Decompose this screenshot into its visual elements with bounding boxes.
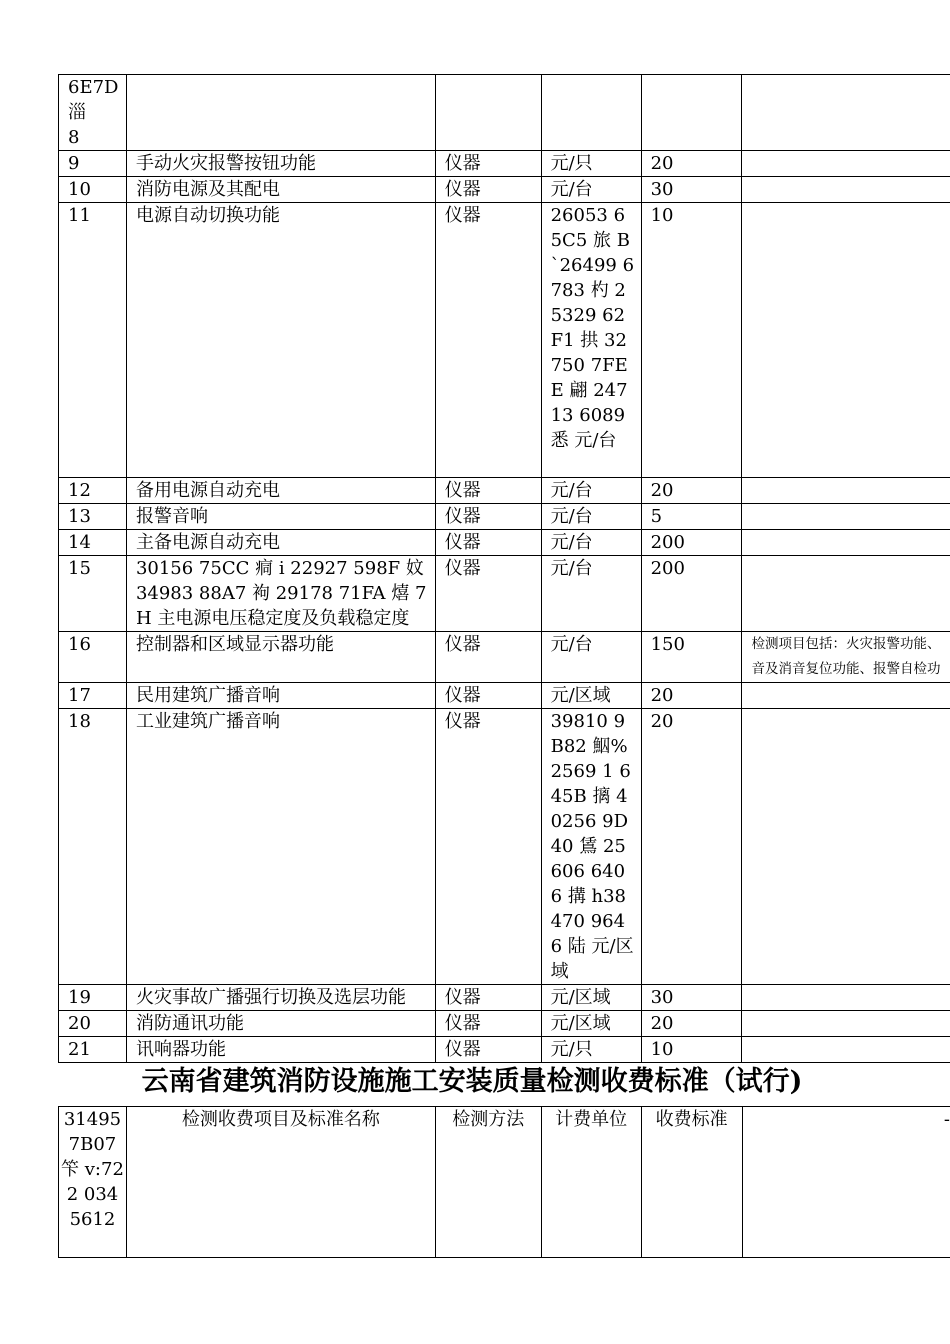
cell-method: 仪器 [435,177,541,203]
cell-item: 火灾事故广播强行切换及选层功能 [126,985,435,1011]
fee-table-continued [58,74,950,1063]
table-row [59,709,950,985]
cell-method: 仪器 [435,478,541,504]
cell-unit: 元/台 [541,478,641,504]
cell-unit: 元/区域 [541,683,641,709]
cell-fee: 200 [641,556,742,632]
cell-no: 15 [59,556,127,632]
cell-item: 主备电源自动充电 [126,530,435,556]
table-row [59,151,950,177]
cell-no: 12 [59,478,127,504]
cell-no: 21 [59,1037,127,1063]
table-row [59,1037,950,1063]
cell-unit: 元/台 [541,504,641,530]
cell-unit: 元/区域 [541,985,641,1011]
cell-unit: 元/台 [541,530,641,556]
cell-fee: 20 [641,478,742,504]
cell-item: 工业建筑广播音响 [126,709,435,985]
cell-fee: 10 [641,1037,742,1063]
table-row [59,683,950,709]
fee-table-header [58,1106,950,1258]
table-row [59,177,950,203]
cell-fee: 20 [641,1011,742,1037]
table-row [59,632,950,683]
cell-method: 仪器 [435,1011,541,1037]
header-row [59,1107,950,1258]
cell-unit: 26053 65C5 旅 B`26499 6783 杓 25329 62F1 拱 32750 7FEE 翩 24713 6089 悉 元/台 [541,203,641,478]
cell-item: 消防电源及其配电 [126,177,435,203]
header-no: 31495 7B07 笇 v:722 034 5612 [59,1107,127,1258]
cell-method: 仪器 [435,632,541,683]
cell-note: 检测项目包括：火灾报警功能、 音及消音复位功能、报警自检功 [742,632,950,683]
cell-fee: 20 [641,683,742,709]
cell-method: 仪器 [435,985,541,1011]
cell-item: 民用建筑广播音响 [126,683,435,709]
cell-note [742,75,950,151]
table-row [59,478,950,504]
cell-no: 17 [59,683,127,709]
cell-note [742,151,950,177]
header-note: - [742,1107,950,1258]
cell-note [742,1037,950,1063]
page-title: 云南省建筑消防设施施工安装质量检测收费标准（试行) [141,1066,803,1097]
cell-note [742,504,950,530]
cell-unit: 元/只 [541,151,641,177]
cell-unit: 元/台 [541,177,641,203]
cell-no: 18 [59,709,127,985]
cell-fee: 20 [641,151,742,177]
cell-fee: 30 [641,985,742,1011]
cell-item: 备用电源自动充电 [126,478,435,504]
cell-no: 10 [59,177,127,203]
cell-method: 仪器 [435,151,541,177]
header-fee: 收费标准 [641,1107,742,1258]
cell-no: 16 [59,632,127,683]
cell-note [742,1011,950,1037]
cell-no: 20 [59,1011,127,1037]
header-unit: 计费单位 [541,1107,641,1258]
cell-unit: 元/只 [541,1037,641,1063]
table-row [59,985,950,1011]
cell-method: 仪器 [435,530,541,556]
cell-item: 报警音响 [126,504,435,530]
cell-fee [641,75,742,151]
cell-method: 仪器 [435,203,541,478]
cell-method: 仪器 [435,556,541,632]
cell-no: 19 [59,985,127,1011]
cell-note [742,203,950,478]
cell-unit [541,75,641,151]
cell-note [742,530,950,556]
cell-fee: 150 [641,632,742,683]
cell-unit: 元/台 [541,556,641,632]
cell-item: 讯响器功能 [126,1037,435,1063]
cell-method [435,75,541,151]
table-row [59,530,950,556]
cell-method: 仪器 [435,504,541,530]
header-method: 检测方法 [435,1107,541,1258]
cell-item: 控制器和区域显示器功能 [126,632,435,683]
cell-unit: 元/区域 [541,1011,641,1037]
cell-unit: 39810 9B82 鮂%2569 1 645B 摛 40256 9D40 鵀 25606 6406 搆 h38470 9646 陆 元/区域 [541,709,641,985]
cell-item: 消防通讯功能 [126,1011,435,1037]
cell-item: 电源自动切换功能 [126,203,435,478]
cell-fee: 10 [641,203,742,478]
cell-no: 6E7D 淄 8 [59,75,127,151]
cell-item: 30156 75CC 痌 i 22927 598F 妏 34983 88A7 袧 29178 71FA 熺 7H 主电源电压稳定度及负载稳定度 [126,556,435,632]
cell-method: 仪器 [435,683,541,709]
cell-no: 11 [59,203,127,478]
cell-note [742,985,950,1011]
cell-item: 手动火灾报警按钮功能 [126,151,435,177]
cell-fee: 200 [641,530,742,556]
table-row [59,504,950,530]
cell-note [742,478,950,504]
cell-no: 14 [59,530,127,556]
table-row [59,1011,950,1037]
table-row [59,556,950,632]
header-item: 检测收费项目及标准名称 [126,1107,435,1258]
cell-note [742,683,950,709]
cell-fee: 30 [641,177,742,203]
cell-unit: 元/台 [541,632,641,683]
cell-note [742,556,950,632]
table-row [59,203,950,478]
cell-note [742,177,950,203]
table-row [59,75,950,151]
cell-fee: 20 [641,709,742,985]
cell-method: 仪器 [435,709,541,985]
cell-item [126,75,435,151]
cell-method: 仪器 [435,1037,541,1063]
cell-fee: 5 [641,504,742,530]
cell-note [742,709,950,985]
cell-no: 9 [59,151,127,177]
cell-no: 13 [59,504,127,530]
